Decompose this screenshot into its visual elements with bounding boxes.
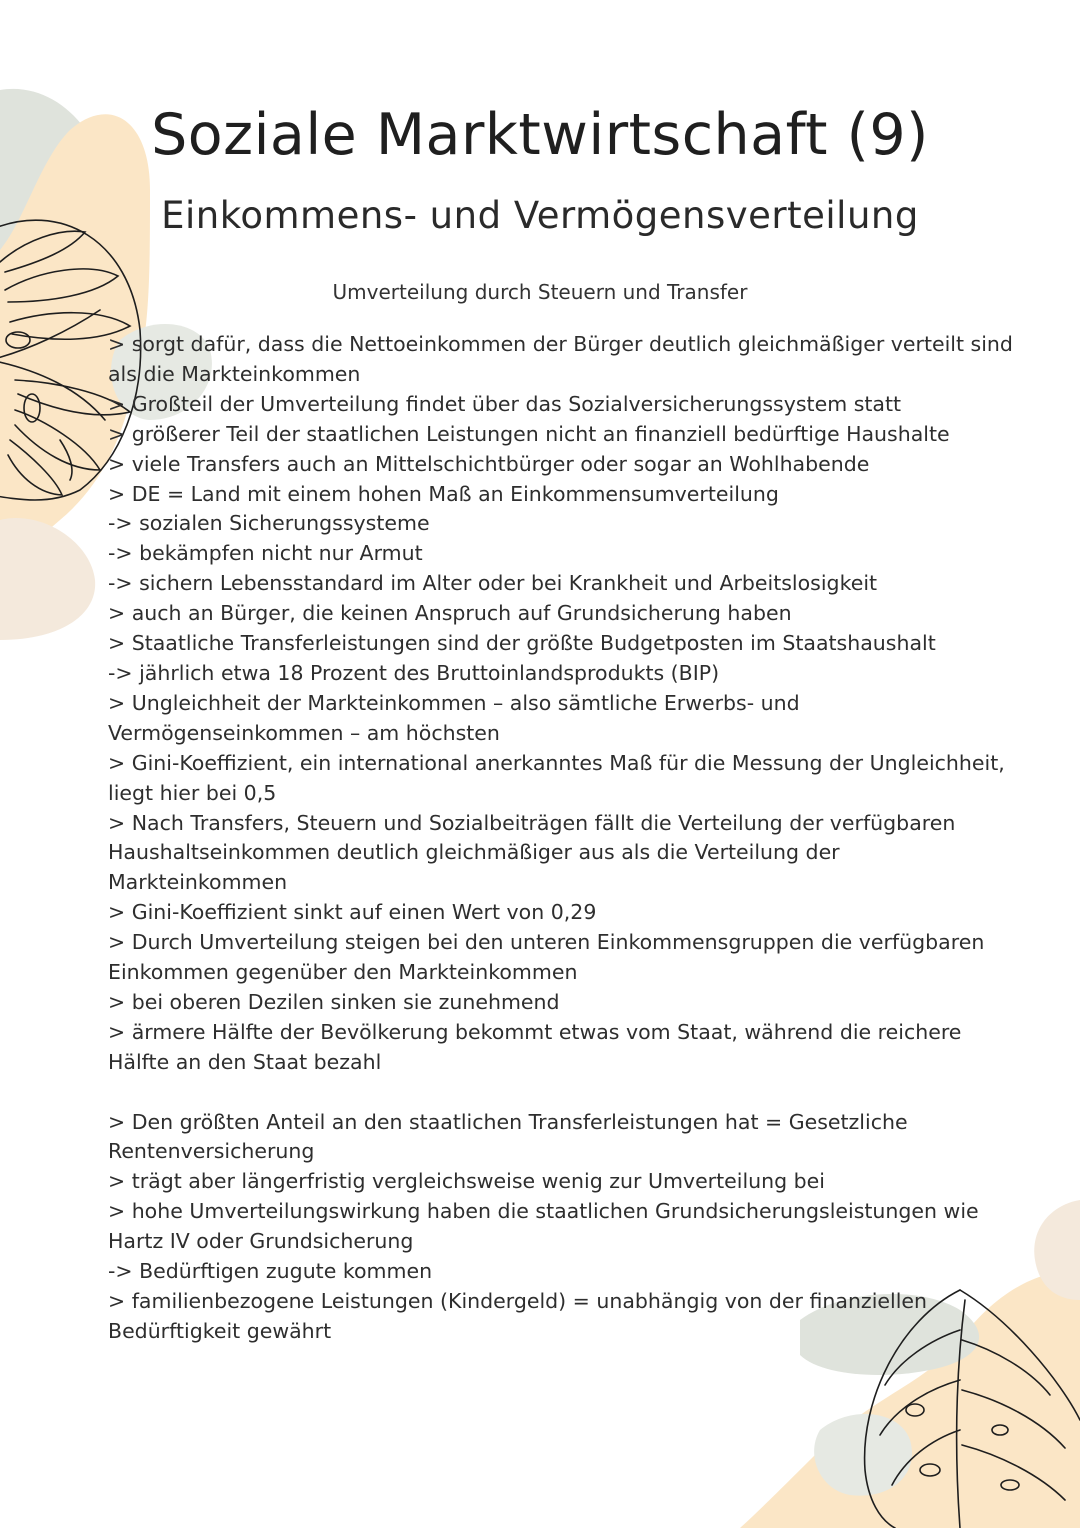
sage-blob-bottom-right-small bbox=[814, 1414, 912, 1496]
notes-block-1 bbox=[108, 330, 1013, 1078]
paragraph-gap bbox=[108, 1078, 988, 1108]
note-line: > Durch Umverteilung steigen bei den unteren Einkommensgruppen die verfügbaren bbox=[108, 930, 985, 955]
note-line: Bedürftigkeit gewährt bbox=[108, 1318, 332, 1343]
note-line: Haushaltseinkommen deutlich gleichmäßiger aus als die Verteilung der bbox=[108, 840, 840, 865]
note-line: -> Bedürftigen zugute kommen bbox=[108, 1259, 433, 1284]
note-line: liegt hier bei 0,5 bbox=[108, 780, 277, 805]
note-line: > Gini-Koeffizient, ein international anerkanntes Maß für die Messung der Ungleichheit, bbox=[108, 750, 1005, 775]
note-line: -> bekämpfen nicht nur Armut bbox=[108, 541, 423, 566]
notes-body bbox=[108, 330, 1013, 1347]
note-line: > DE = Land mit einem hohen Maß an Einkommensumverteilung bbox=[108, 481, 779, 506]
note-line: -> sichern Lebensstandard im Alter oder bei Krankheit und Arbeitslosigkeit bbox=[108, 571, 878, 596]
note-line: > Staatliche Transferleistungen sind der größte Budgetposten im Staatshaushalt bbox=[108, 631, 936, 656]
note-line: > viele Transfers auch an Mittelschichtbürger oder sogar an Wohlhabende bbox=[108, 451, 870, 476]
note-line: > Ungleichheit der Markteinkommen – also sämtliche Erwerbs- und bbox=[108, 690, 800, 715]
note-line: > trägt aber längerfristig vergleichsweise wenig zur Umverteilung bei bbox=[108, 1169, 825, 1194]
notes-block-2 bbox=[108, 1108, 988, 1347]
note-line: als die Markteinkommen bbox=[108, 361, 361, 386]
note-line: Vermögenseinkommen – am höchsten bbox=[108, 720, 500, 745]
note-line: Hartz IV oder Grundsicherung bbox=[108, 1229, 414, 1254]
note-line: > auch an Bürger, die keinen Anspruch auf Grundsicherung haben bbox=[108, 601, 792, 626]
note-line: > Den größten Anteil an den staatlichen Transferleistungen hat = Gesetzliche bbox=[108, 1109, 908, 1134]
page-title: Soziale Marktwirtschaft (9) bbox=[151, 102, 929, 168]
note-line: > familienbezogene Leistungen (Kindergeld) = unabhängig von der finanziellen bbox=[108, 1288, 927, 1313]
note-line: > Gini-Koeffizient sinkt auf einen Wert von 0,29 bbox=[108, 900, 597, 925]
note-line: -> sozialen Sicherungssysteme bbox=[108, 511, 430, 536]
page-subtitle: Einkommens- und Vermögensverteilung bbox=[161, 194, 919, 237]
sand-blob-left bbox=[0, 518, 95, 640]
note-line: Markteinkommen bbox=[108, 870, 288, 895]
note-line: > größerer Teil der staatlichen Leistungen nicht an finanziell bedürftige Haushalte bbox=[108, 421, 950, 446]
note-line: > hohe Umverteilungswirkung haben die staatlichen Grundsicherungsleistungen wie bbox=[108, 1199, 979, 1224]
note-line: > ärmere Hälfte der Bevölkerung bekommt etwas vom Staat, während die reichere bbox=[108, 1019, 962, 1044]
note-line: > sorgt dafür, dass die Nettoeinkommen der Bürger deutlich gleichmäßiger verteilt sind bbox=[108, 332, 1013, 356]
note-line: -> jährlich etwa 18 Prozent des Bruttoinlandsprodukts (BIP) bbox=[108, 660, 720, 685]
note-line: > bei oberen Dezilen sinken sie zunehmend bbox=[108, 989, 560, 1014]
note-line: Hälfte an den Staat bezahl bbox=[108, 1049, 382, 1074]
note-line: > Nach Transfers, Steuern und Sozialbeiträgen fällt die Verteilung der verfügbaren bbox=[108, 810, 956, 835]
note-line: > Großteil der Umverteilung findet über das Sozialversicherungssystem statt bbox=[108, 391, 902, 416]
note-line: Rentenversicherung bbox=[108, 1139, 315, 1164]
note-line: Einkommen gegenüber den Markteinkommen bbox=[108, 960, 578, 985]
section-heading: Umverteilung durch Steuern und Transfer bbox=[332, 280, 748, 304]
